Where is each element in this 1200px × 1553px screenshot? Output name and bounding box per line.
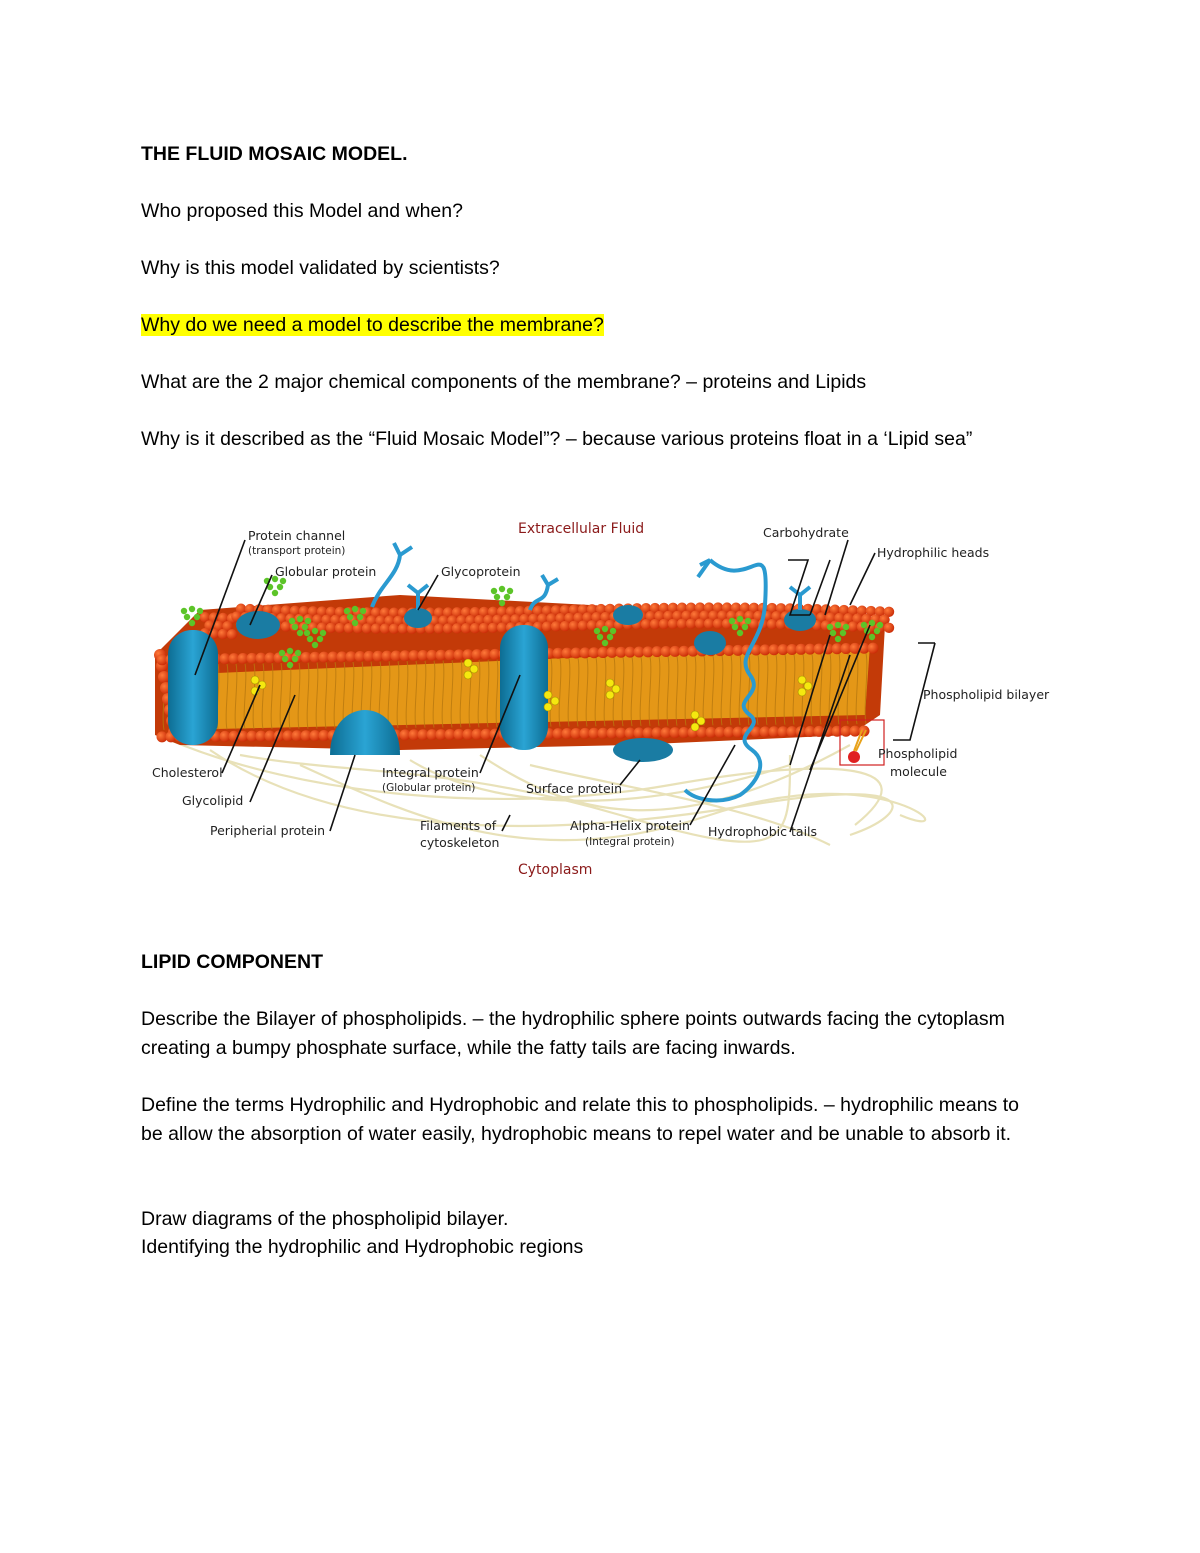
head-circle (488, 623, 498, 633)
head-circle (335, 623, 345, 633)
head-circle (380, 623, 390, 633)
surface-protein-shape (613, 738, 673, 762)
label-hydrophobic-tails: Hydrophobic tails (708, 824, 818, 839)
head-circle (197, 608, 203, 614)
question-components: What are the 2 major chemical components of the membrane? – proteins and Lipids (141, 371, 867, 393)
head-circle (835, 622, 841, 628)
head-circle (279, 650, 285, 656)
head-circle (499, 600, 505, 606)
protein-channel-shape (168, 630, 218, 745)
head-circle (551, 621, 561, 631)
head-circle (227, 629, 237, 639)
question-who-proposed: Who proposed this Model and when? (141, 200, 463, 222)
question-identify-regions: Identifying the hydrophilic and Hydrophobic regions (141, 1236, 584, 1258)
head-circle (494, 594, 500, 600)
head-circle (295, 650, 301, 656)
head-circle (189, 620, 195, 626)
head-circle (326, 623, 336, 633)
question-define-terms: Define the terms Hydrophilic and Hydrophobic and relate this to phospholipids. – hydrophilic means to be allow the absorption of water easily, hydrophobic means to repel water and be unable to absorb it. (141, 1094, 1019, 1145)
head-circle (650, 619, 660, 629)
head-circle (729, 618, 735, 624)
head-circle (292, 624, 298, 630)
label-protein-channel: Protein channel (248, 528, 346, 543)
head-circle (742, 624, 748, 630)
head-circle (602, 626, 608, 632)
head-circle (287, 648, 293, 654)
head-circle (594, 628, 600, 634)
head-circle (461, 623, 471, 633)
head-circle (686, 618, 696, 628)
head-circle (745, 618, 751, 624)
question-validated: Why is this model validated by scientists? (141, 257, 500, 279)
head-circle (840, 630, 846, 636)
section-lipid-component: LIPID COMPONENT (141, 951, 324, 973)
label-integral-protein-paren: (Integral protein) (585, 836, 675, 848)
head-circle (184, 614, 190, 620)
head-circle (607, 634, 613, 640)
label-transport-protein: (transport protein) (248, 545, 346, 557)
head-circle (389, 623, 399, 633)
label-globular-protein-paren: (Globular protein) (382, 782, 476, 794)
head-circle (874, 628, 880, 634)
head-circle (272, 590, 278, 596)
head-circle (470, 623, 480, 633)
fluid-mosaic-diagram (150, 515, 1060, 890)
head-circle (569, 621, 579, 631)
head-circle (443, 623, 453, 633)
head-circle (304, 630, 310, 636)
globular-protein-2-shape (694, 631, 726, 655)
head-circle (737, 630, 743, 636)
head-circle (843, 624, 849, 630)
head-circle (292, 656, 298, 662)
label-surface-protein: Surface protein (526, 781, 623, 796)
surface-protein-top-shape (613, 605, 643, 625)
head-circle (297, 630, 303, 636)
head-circle (344, 608, 350, 614)
head-circle (491, 588, 497, 594)
head-circle (352, 620, 358, 626)
head-circle (302, 624, 308, 630)
head-circle (218, 629, 228, 639)
head-circle (704, 618, 714, 628)
head-circle (835, 636, 841, 642)
question-need-model (141, 311, 1041, 340)
head-circle (884, 623, 894, 633)
head-circle (312, 642, 318, 648)
label-peripherial-protein: Peripherial protein (210, 823, 326, 838)
head-circle (827, 624, 833, 630)
globular-protein-shape (236, 611, 280, 639)
head-circle (317, 636, 323, 642)
head-circle (398, 623, 408, 633)
head-circle (868, 643, 879, 654)
head-circle (479, 623, 489, 633)
head-circle (312, 628, 318, 634)
head-circle (668, 619, 678, 629)
label-cytoplasm: Cytoplasm (518, 862, 593, 878)
head-circle (713, 618, 723, 628)
label-globular-protein: Globular protein (275, 564, 377, 579)
label-extracellular-fluid: Extracellular Fluid (518, 521, 645, 537)
integral-protein-2-shape (500, 625, 548, 750)
head-circle (695, 618, 705, 628)
head-circle (542, 621, 552, 631)
head-circle (869, 634, 875, 640)
head-circle (641, 619, 651, 629)
head-circle (434, 623, 444, 633)
label-filaments-1: Filaments of (420, 818, 497, 833)
head-circle (659, 619, 669, 629)
head-circle (677, 619, 687, 629)
label-integral-protein: Integral protein (382, 765, 479, 780)
label-filaments-2: cytoskeleton (420, 835, 500, 850)
head-circle (371, 623, 381, 633)
head-circle (861, 622, 867, 628)
label-glycolipid: Glycolipid (182, 793, 244, 808)
head-circle (362, 623, 372, 633)
doc-title: THE FLUID MOSAIC MODEL. (141, 143, 408, 165)
head-circle (848, 621, 858, 631)
head-circle (767, 619, 777, 629)
head-circle (289, 618, 295, 624)
head-circle (578, 620, 588, 630)
head-circle (307, 636, 313, 642)
head-circle (347, 614, 353, 620)
head-circle (737, 616, 743, 622)
head-circle (499, 586, 505, 592)
head-circle (189, 606, 195, 612)
head-circle (320, 630, 326, 636)
question-fluid-mosaic: Why is it described as the “Fluid Mosaic Model”? – because various proteins float in a ‘Lipid sea” (141, 428, 973, 450)
head-circle (352, 606, 358, 612)
glycoprotein-base-shape (404, 608, 432, 628)
head-circle (507, 588, 513, 594)
label-phospholipid-molecule-2: molecule (890, 764, 947, 779)
label-phospholipid-bilayer: Phospholipid bilayer (923, 687, 1050, 702)
head-circle (287, 662, 293, 668)
head-circle (602, 640, 608, 646)
head-circle (452, 623, 462, 633)
head-circle (877, 622, 883, 628)
head-circle (732, 624, 738, 630)
head-circle (597, 634, 603, 640)
head-circle (360, 608, 366, 614)
label-carbohydrate: Carbohydrate (763, 525, 849, 540)
label-cholesterol: Cholesterol (152, 765, 223, 780)
head-circle (560, 621, 570, 631)
head-circle (181, 608, 187, 614)
question-draw-diagrams: Draw diagrams of the phospholipid bilayer. (141, 1208, 509, 1230)
head-circle (297, 616, 303, 622)
label-hydrophilic-heads: Hydrophilic heads (877, 545, 990, 560)
head-circle (282, 656, 288, 662)
highlighted-text: Why do we need a model to describe the membrane? (141, 314, 604, 336)
head-circle (305, 618, 311, 624)
head-circle (194, 614, 200, 620)
head-circle (357, 614, 363, 620)
label-phospholipid-molecule-1: Phospholipid (878, 746, 958, 761)
head-circle (504, 594, 510, 600)
head-circle (277, 584, 283, 590)
question-bilayer: Describe the Bilayer of phospholipids. – the hydrophilic sphere points outwards facing the cytoplasm creating a bumpy phosphate surface, while the fatty tails are facing inwards. (141, 1008, 1005, 1059)
label-glycoprotein: Glycoprotein (441, 564, 521, 579)
head-circle (610, 628, 616, 634)
label-alpha-helix: Alpha-Helix protein (570, 818, 690, 833)
head-circle (497, 622, 507, 632)
